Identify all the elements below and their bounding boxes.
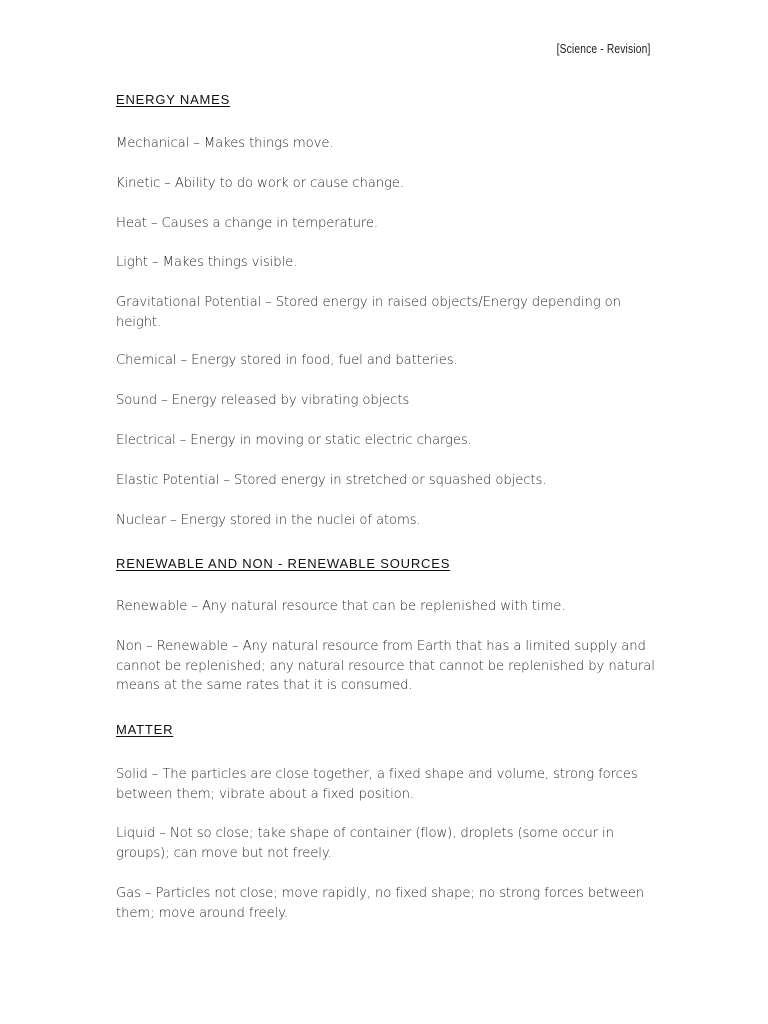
energy-item-gravitational-potential: Gravitational Potential – Stored energy in raised objects/Energy depending on height. [116, 295, 621, 330]
renewable-item-renewable: Renewable – Any natural resource that can be replenished with time. [116, 599, 566, 614]
energy-item-light: Light – Makes things visible. [116, 255, 298, 270]
section-heading-renewable: RENEWABLE AND NON - RENEWABLE SOURCES [116, 556, 451, 571]
section-heading-energy-names: ENERGY NAMES [116, 92, 231, 107]
header-tag: [Science - Revision] [556, 42, 650, 56]
energy-item-nuclear: Nuclear – Energy stored in the nuclei of atoms. [116, 513, 421, 528]
energy-item-kinetic: Kinetic – Ability to do work or cause change. [116, 176, 404, 191]
energy-item-electrical: Electrical – Energy in moving or static electric charges. [116, 433, 472, 448]
energy-item-mechanical: Mechanical – Makes things move. [116, 136, 334, 151]
renewable-item-non-renewable: Non – Renewable – Any natural resource from Earth that has a limited supply and cannot be replenished; any natural resource that cannot be replenished by natural means at the same rates that it is consumed. [116, 639, 655, 693]
energy-item-heat: Heat – Causes a change in temperature. [116, 216, 378, 231]
section-heading-matter: MATTER [116, 722, 174, 737]
matter-item-solid: Solid – The particles are close together, a fixed shape and volume, strong forces between them; vibrate about a fixed position. [116, 767, 638, 802]
energy-item-chemical: Chemical – Energy stored in food, fuel and batteries. [116, 353, 458, 368]
matter-item-gas: Gas – Particles not close; move rapidly, no fixed shape; no strong forces between them; move around freely. [116, 886, 645, 921]
energy-item-sound: Sound – Energy released by vibrating objects [116, 393, 410, 408]
energy-item-elastic-potential: Elastic Potential – Stored energy in stretched or squashed objects. [116, 473, 547, 488]
matter-item-liquid: Liquid – Not so close; take shape of container (flow), droplets (some occur in groups); can move but not freely. [116, 826, 614, 861]
